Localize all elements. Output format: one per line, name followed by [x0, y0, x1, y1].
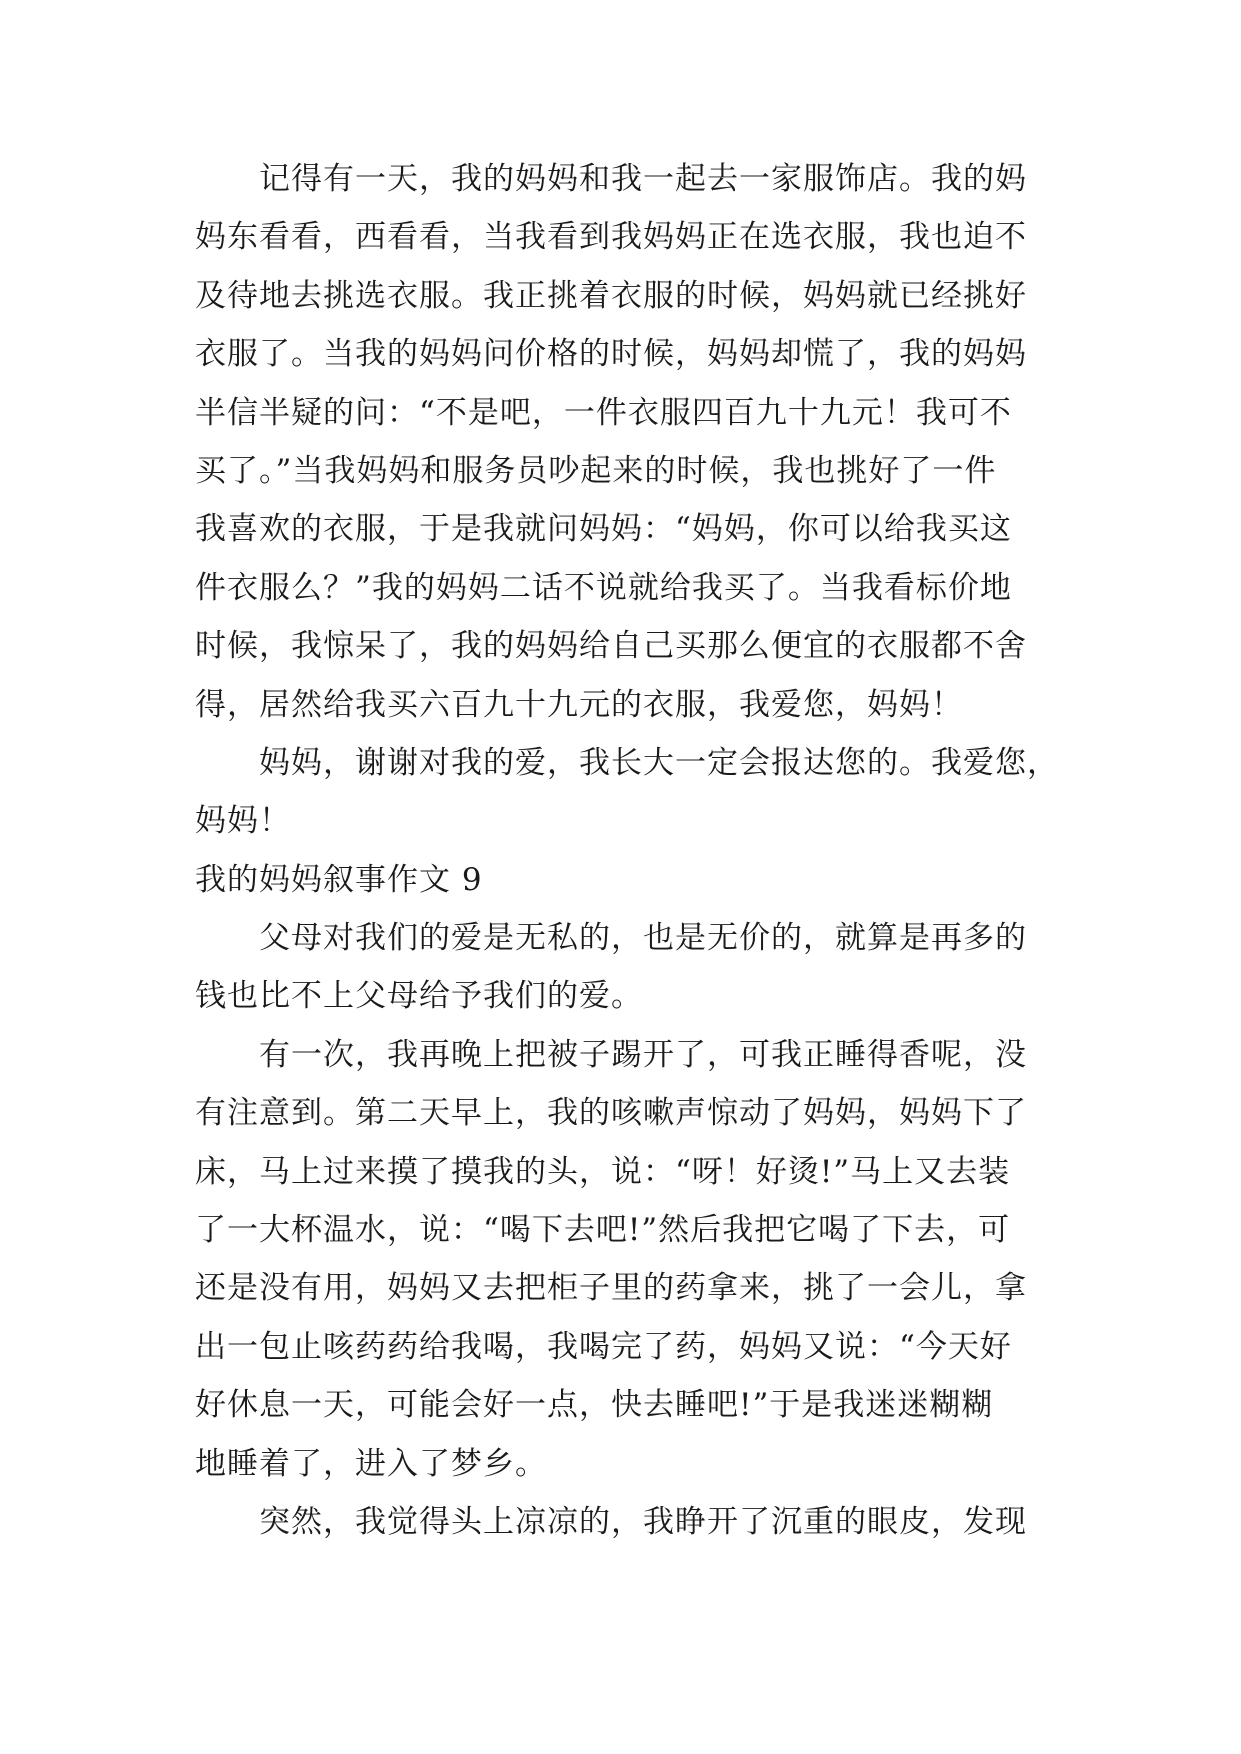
- text-line: 有一次，我再晚上把被子踢开了，可我正睡得香呢，没: [259, 1036, 1027, 1073]
- text-line: 出一包止咳药药给我喝，我喝完了药，妈妈又说：“今天好: [195, 1328, 1012, 1365]
- text-line: 地睡着了，进入了梦乡。: [195, 1445, 547, 1482]
- text-line: 好休息一天，可能会好一点，快去睡吧!”于是我迷迷糊糊: [195, 1387, 994, 1424]
- text-line: 还是没有用，妈妈又去把柜子里的药拿来，挑了一会儿，拿: [195, 1270, 1027, 1307]
- text-line: 妈妈，谢谢对我的爱，我长大一定会报达您的。我爱您，: [259, 744, 1059, 781]
- text-line: 了一大杯温水，说：“喝下去吧!”然后我把它喝了下去，可: [195, 1212, 1011, 1249]
- text-line: 有注意到。第二天早上，我的咳嗽声惊动了妈妈，妈妈下了: [195, 1095, 1027, 1132]
- text-line: 突然，我觉得头上凉凉的，我睁开了沉重的眼皮，发现: [259, 1503, 1027, 1540]
- text-line: 父母对我们的爱是无私的，也是无价的，就算是再多的: [259, 920, 1027, 957]
- text-line: 买了。”当我妈妈和服务员吵起来的时候，我也挑好了一件: [195, 452, 997, 489]
- text-line: 衣服了。当我的妈妈问价格的时候，妈妈却慌了，我的妈妈: [195, 336, 1027, 373]
- text-line: 钱也比不上父母给予我们的爱。: [195, 978, 643, 1015]
- text-line: 床，马上过来摸了摸我的头，说：“呀！好烫!”马上又去装: [195, 1153, 1011, 1190]
- text-line: 件衣服么？”我的妈妈二话不说就给我买了。当我看标价地: [195, 569, 1012, 606]
- text-line: 及待地去挑选衣服。我正挑着衣服的时候，妈妈就已经挑好: [195, 277, 1027, 314]
- text-line: 记得有一天，我的妈妈和我一起去一家服饰店。我的妈: [259, 161, 1027, 197]
- paragraph: [195, 1026, 1045, 1493]
- text-line: 我喜欢的衣服，于是我就问妈妈：“妈妈，你可以给我买这: [195, 511, 1012, 548]
- text-line: 得，居然给我买六百九十九元的衣服，我爱您，妈妈！: [195, 686, 963, 723]
- paragraph: [195, 150, 1045, 734]
- paragraph: [195, 1493, 1045, 1551]
- text-line: 半信半疑的问：“不是吧，一件衣服四百九十九元！我可不: [195, 394, 1012, 431]
- text-line: 妈东看看，西看看，当我看到我妈妈正在选衣服，我也迫不: [195, 219, 1027, 256]
- paragraph: [195, 909, 1045, 1026]
- paragraph: [195, 734, 1059, 851]
- text-line: 妈妈！: [195, 803, 291, 840]
- section-title: 我的妈妈叙事作文 9: [195, 861, 483, 898]
- text-line: 时候，我惊呆了，我的妈妈给自己买那么便宜的衣服都不舍: [195, 628, 1027, 665]
- document-page: [195, 150, 1059, 1551]
